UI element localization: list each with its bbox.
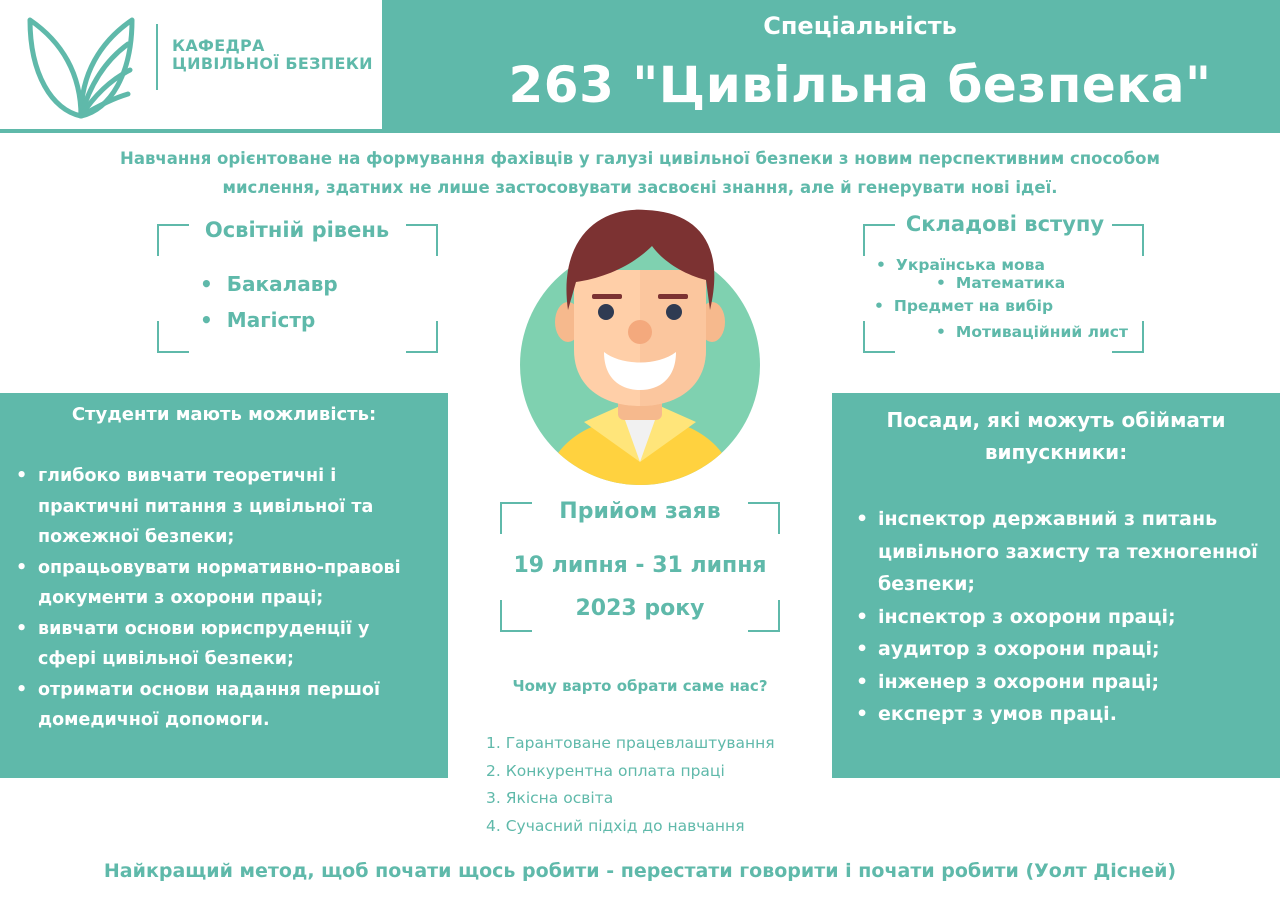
positions-list (854, 503, 1274, 731)
leaf-book-icon (24, 14, 138, 122)
frame-corner (406, 224, 438, 256)
list-item (14, 461, 434, 553)
list-item: • Бакалавр (200, 266, 338, 302)
admission-item-math: • Математика (936, 274, 1065, 292)
reception-dates-line: 19 липня - 31 липня (513, 553, 767, 578)
admission-item-motivation-letter: • Мотиваційний лист (936, 323, 1128, 341)
list-item-line: • отримати основи надання першої (38, 679, 380, 700)
list-item: • аудитор з охорони праці; (854, 633, 1274, 666)
reception-dates-line: 2023 року (575, 596, 705, 621)
reception-dates (500, 544, 780, 630)
list-item-line: пожежної безпеки; (38, 527, 235, 547)
list-item-line: • опрацьовувати нормативно-правові (38, 557, 401, 578)
frame-corner (863, 321, 895, 353)
logo-text (172, 37, 373, 73)
education-title: Освітній рівень (204, 218, 390, 242)
list-item: • експерт з умов праці. (854, 698, 1274, 731)
list-item-line: домедичної допомоги. (38, 710, 270, 730)
logo-line-1: КАФЕДРА (172, 36, 265, 55)
list-item-line: • глибоко вивчати теоретичні і (38, 466, 337, 486)
why-list (486, 730, 775, 840)
graduate-positions-panel (832, 393, 1280, 778)
list-item-line: сфері цивільної безпеки; (38, 649, 294, 669)
list-item-line: документи з охорони праці; (38, 588, 324, 608)
list-item (854, 503, 1274, 601)
frame-corner (406, 321, 438, 353)
admission-item-ukrainian: • Українська мова (876, 256, 1045, 274)
list-item-line: • вивчати основи юриспруденції у (38, 618, 370, 639)
list-item-line: безпеки; (878, 573, 976, 595)
admission-title: Складові вступу (905, 212, 1105, 236)
intro-line-1: Навчання орієнтоване на формування фахівців у галузі цивільної безпеки з новим перспективним способом (120, 149, 1160, 168)
list-item: 3. Якісна освіта (486, 789, 614, 807)
logo-line-2: ЦИВІЛЬНОЇ БЕЗПЕКИ (172, 54, 373, 73)
why-question: Чому варто обрати саме нас? (512, 677, 768, 695)
student-opportunities-panel (0, 393, 448, 778)
frame-corner (157, 321, 189, 353)
list-item: • інженер з охорони праці; (854, 666, 1274, 699)
list-item-line: цивільного захисту та техногенної (878, 540, 1258, 563)
panel-title-line: випускники: (984, 440, 1128, 464)
logo-divider (156, 24, 158, 90)
logo (0, 0, 382, 129)
footer-quote: Найкращий метод, щоб почати щось робити - перестати говорити і почати робити (Уолт Дісней) (103, 860, 1177, 882)
list-item: 1. Гарантоване працевлаштування (486, 734, 775, 752)
intro-text (80, 144, 1200, 202)
panel-title: Студенти мають можливість: (71, 404, 377, 425)
intro-line-2: мислення, здатних не лише застосовувати засвоєні знання, але й генерувати нові ідеї. (222, 178, 1058, 197)
list-item (14, 553, 434, 614)
list-item-line: практичні питання з цивільної та (38, 496, 374, 517)
specialty-title: 263 "Цивільна безпека" (508, 56, 1212, 114)
opportunities-list (14, 461, 434, 736)
list-item: • Магістр (200, 302, 338, 338)
list-item-line: • інспектор державний з питань (878, 508, 1218, 530)
list-item: 4. Сучасний підхід до навчання (486, 816, 745, 835)
admission-item-elective: • Предмет на вибір (874, 297, 1053, 315)
list-item (14, 614, 434, 675)
list-item: • інспектор з охорони праці; (854, 601, 1274, 634)
reception-title: Прийом заяв (559, 499, 721, 524)
panel-title-line: Посади, які можуть обіймати (886, 408, 1226, 432)
frame-corner (157, 224, 189, 256)
education-list (200, 266, 338, 338)
panel-title (832, 404, 1280, 468)
list-item: 2. Конкурентна оплата праці (486, 761, 725, 780)
student-avatar-icon (512, 200, 768, 490)
specialty-label: Спеціальність (763, 12, 957, 40)
list-item (14, 675, 434, 736)
